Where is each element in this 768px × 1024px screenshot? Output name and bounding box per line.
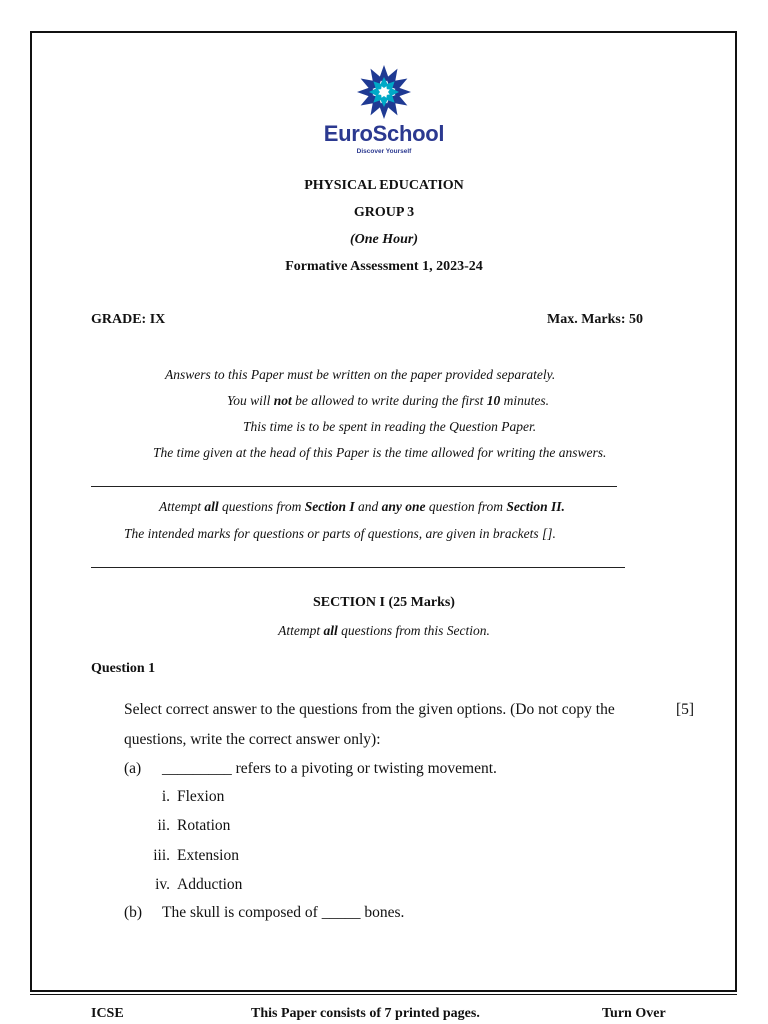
- question-1-title: Question 1: [91, 661, 156, 676]
- option-text: Flexion: [177, 788, 225, 805]
- option-number: iii.: [153, 847, 170, 864]
- footer-pages: This Paper consists of 7 printed pages.: [251, 1006, 480, 1021]
- grade: GRADE: IX: [91, 312, 166, 327]
- option-number: ii.: [157, 817, 170, 834]
- divider-2: [91, 567, 625, 568]
- group-title: GROUP 3: [353, 205, 415, 220]
- question-1b-text: The skull is composed of _____ bones.: [162, 904, 405, 921]
- instruction-line-3: This time is to be spent in reading the Question Paper.: [243, 419, 537, 434]
- assessment-title: Formative Assessment 1, 2023-24: [285, 259, 483, 274]
- question-1a-text: _________ refers to a pivoting or twisting movement.: [162, 760, 497, 777]
- max-marks: Max. Marks: 50: [547, 312, 644, 327]
- logo-tagline: Discover Yourself: [356, 148, 412, 155]
- question-1a-label: (a): [124, 760, 142, 777]
- footer-board: ICSE: [91, 1006, 124, 1021]
- option-text: Extension: [177, 847, 239, 864]
- option-text: Rotation: [177, 817, 231, 834]
- instruction-line-1: Answers to this Paper must be written on the paper provided separately.: [165, 367, 556, 382]
- question-1-marks: [5]: [676, 701, 695, 718]
- instruction-line-4: The time given at the head of this Paper is the time allowed for writing the answers.: [153, 445, 607, 460]
- subject-title: PHYSICAL EDUCATION: [304, 178, 464, 193]
- question-1-intro-line-1: Select correct answer to the questions from the given options. (Do not copy the: [124, 701, 615, 718]
- option-number: i.: [161, 788, 170, 805]
- option-text: Adduction: [177, 876, 243, 893]
- logo-flower-icon: [356, 64, 412, 120]
- section-1-title: SECTION I (25 Marks): [313, 595, 455, 610]
- option-number: iv.: [155, 876, 170, 893]
- divider-1: [91, 486, 617, 487]
- question-1b-label: (b): [124, 904, 143, 921]
- duration: (One Hour): [349, 232, 419, 247]
- footer-turn-over: Turn Over: [602, 1006, 666, 1021]
- logo-name: EuroSchool: [323, 121, 445, 146]
- section-1-attempt: Attempt all questions from this Section.: [278, 623, 490, 638]
- page-border-bottom: [30, 994, 737, 995]
- question-1-intro-line-2: questions, write the correct answer only):: [124, 731, 381, 748]
- attempt-instruction: Attempt all questions from Section I and any one question from Section II.: [159, 499, 565, 514]
- instruction-line-2: You will not be allowed to write during the first 10 minutes.: [227, 393, 550, 408]
- marks-note: The intended marks for questions or parts of questions, are given in brackets [].: [124, 526, 556, 541]
